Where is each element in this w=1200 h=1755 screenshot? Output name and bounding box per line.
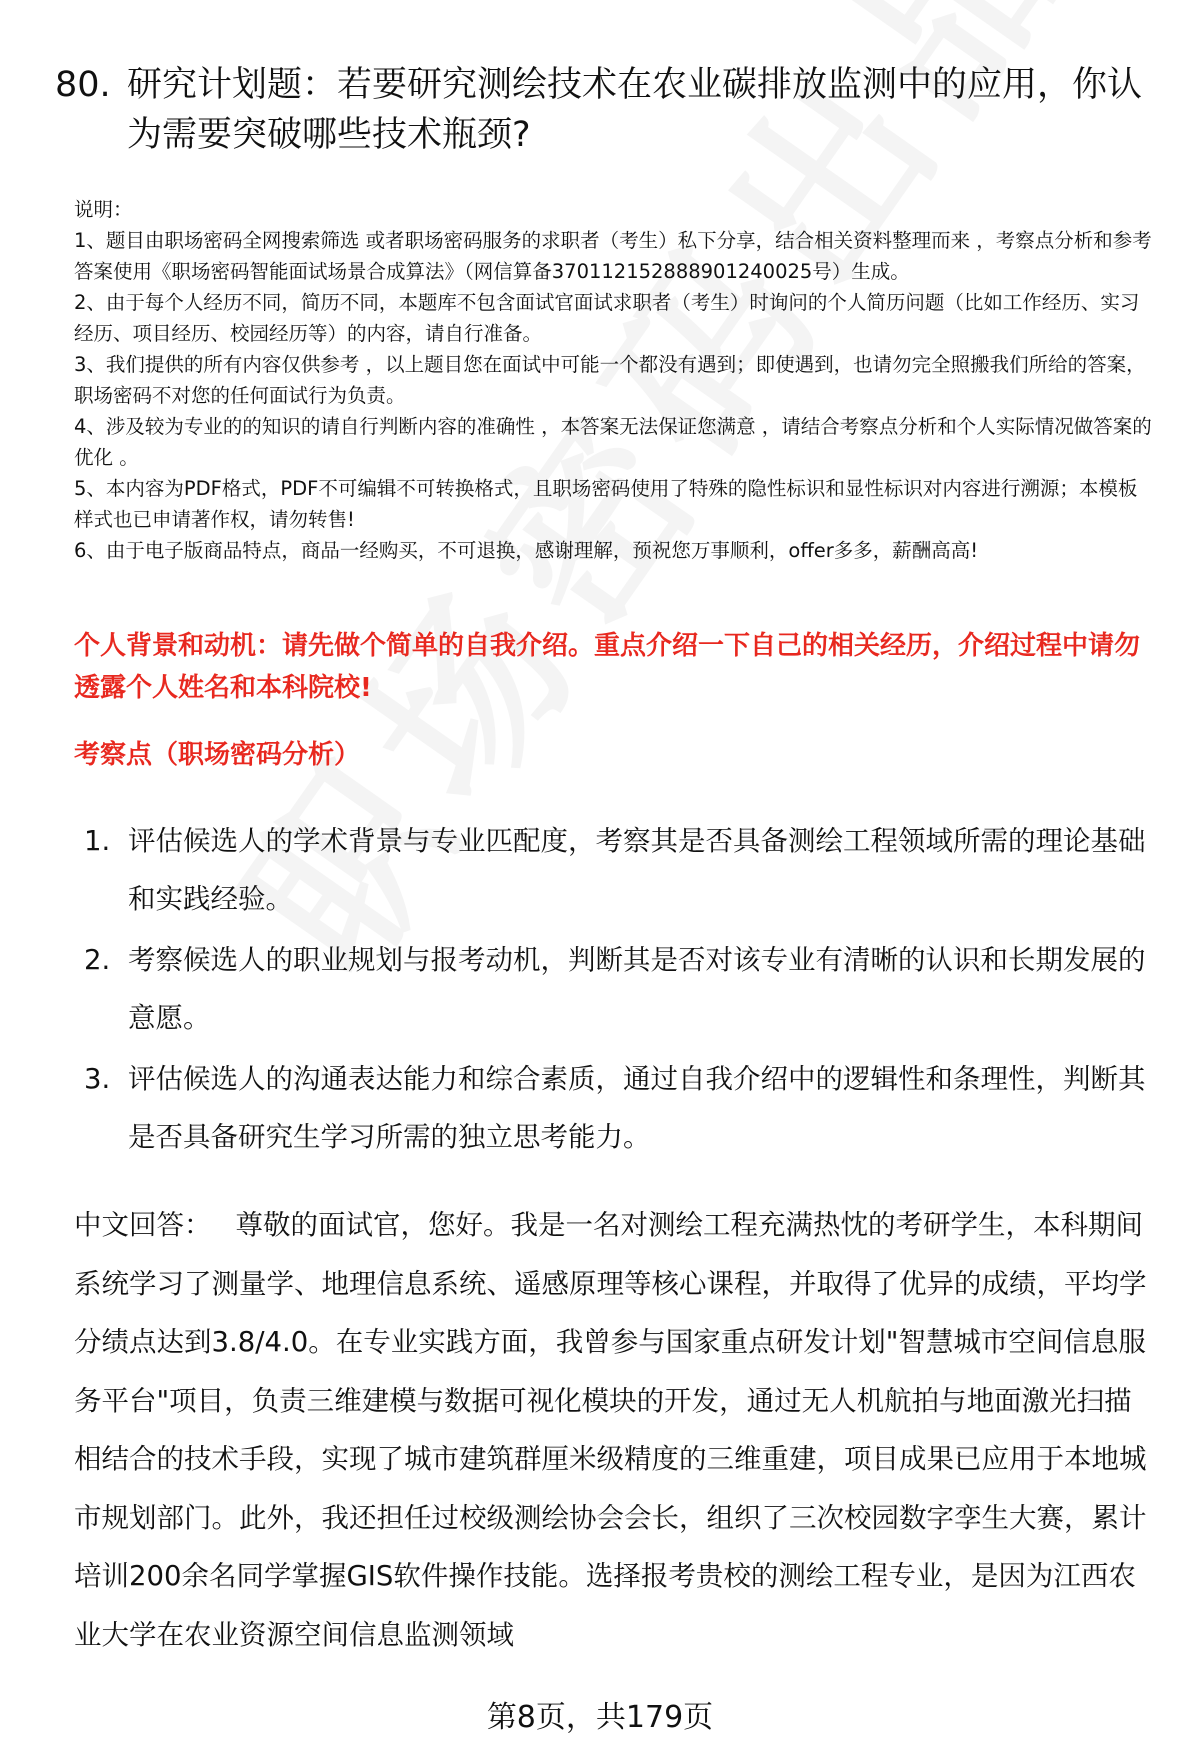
notes-item: 5、本内容为PDF格式，PDF不可编辑不可转换格式，且职场密码使用了特殊的隐性标识和显性标识对内容进行溯源；本模板样式也已申请著作权，请勿转售! (74, 477, 1138, 531)
notes-heading: 说明： (74, 198, 133, 221)
answer-paragraph (74, 1196, 1154, 1664)
question-text: 研究计划题：若要研究测绘技术在农业碳排放监测中的应用，你认为需要突破哪些技术瓶颈? (127, 65, 1143, 155)
notes-item: 1、题目由职场密码全网搜索筛选 或者职场密码服务的求职者（考生）私下分享，结合相关资料整理而来 ，考察点分析和参考答案使用《职场密码智能面试场景合成算法》（网信算备370112152888901240025号）生成。 (74, 229, 1152, 283)
analysis-point (84, 812, 1154, 928)
answer-text: 尊敬的面试官，您好。我是一名对测绘工程充满热忱的考研学生，本科期间系统学习了测量学、地理信息系统、遥感原理等核心课程，并取得了优异的成绩，平均学分绩点达到3.8/4.0。在专业实践方面，我曾参与国家重点研发计划"智慧城市空间信息服务平台"项目，负责三维建模与数据可视化模块的开发，通过无人机航拍与地面激光扫描相结合的技术手段，实现了城市建筑群厘米级精度的三维重建，项目成果已应用于本地城市规划部门。此外，我还担任过校级测绘协会会长，组织了三次校园数字孪生大赛，累计培训200余名同学掌握GIS软件操作技能。选择报考贵校的测绘工程专业，是因为江西农业大学在农业资源空间信息监测领域 (74, 1209, 1147, 1651)
notes-block (74, 194, 1154, 566)
notes-item: 3、我们提供的所有内容仅供参考 ，以上题目您在面试中可能一个都没有遇到；即使遇到，也请勿完全照搬我们所给的答案，职场密码不对您的任何面试行为负责。 (74, 353, 1146, 407)
section-heading: 个人背景和动机：请先做个简单的自我介绍。重点介绍一下自己的相关经历，介绍过程中请勿透露个人姓名和本科院校! (74, 631, 1141, 703)
point-number: 2. (84, 944, 111, 976)
notes-item: 6、由于电子版商品特点，商品一经购买，不可退换，感谢理解，预祝您万事顺利，offer多多，薪酬高高! (74, 539, 979, 562)
notes-item: 2、由于每个人经历不同，简历不同，本题库不包含面试官面试求职者（考生）时询问的个人简历问题（比如工作经历、实习经历、项目经历、校园经历等）的内容，请自行准备。 (74, 291, 1140, 345)
page-number-footer: 第8页，共179页 (486, 1700, 714, 1735)
point-number: 3. (84, 1063, 111, 1095)
point-text: 评估候选人的沟通表达能力和综合素质，通过自我介绍中的逻辑性和条理性，判断其是否具备研究生学习所需的独立思考能力。 (128, 1063, 1146, 1153)
analysis-subheading: 考察点（职场密码分析） (74, 740, 361, 770)
analysis-point (84, 931, 1154, 1047)
point-number: 1. (84, 825, 111, 857)
notes-item: 4、涉及较为专业的的知识的请自行判断内容的准确性 ，本答案无法保证您满意 ，请结合考察点分析和个人实际情况做答案的优化 。 (74, 415, 1152, 469)
question-title (55, 60, 1145, 160)
question-number: 80. (55, 65, 111, 105)
point-text: 考察候选人的职业规划与报考动机，判断其是否对该专业有清晰的认识和长期发展的意愿。 (128, 944, 1146, 1034)
answer-label: 中文回答： (74, 1209, 212, 1241)
point-text: 评估候选人的学术背景与专业匹配度，考察其是否具备测绘工程领域所需的理论基础和实践经验。 (128, 825, 1146, 915)
analysis-points-list (84, 812, 1154, 1169)
analysis-point (84, 1050, 1154, 1166)
